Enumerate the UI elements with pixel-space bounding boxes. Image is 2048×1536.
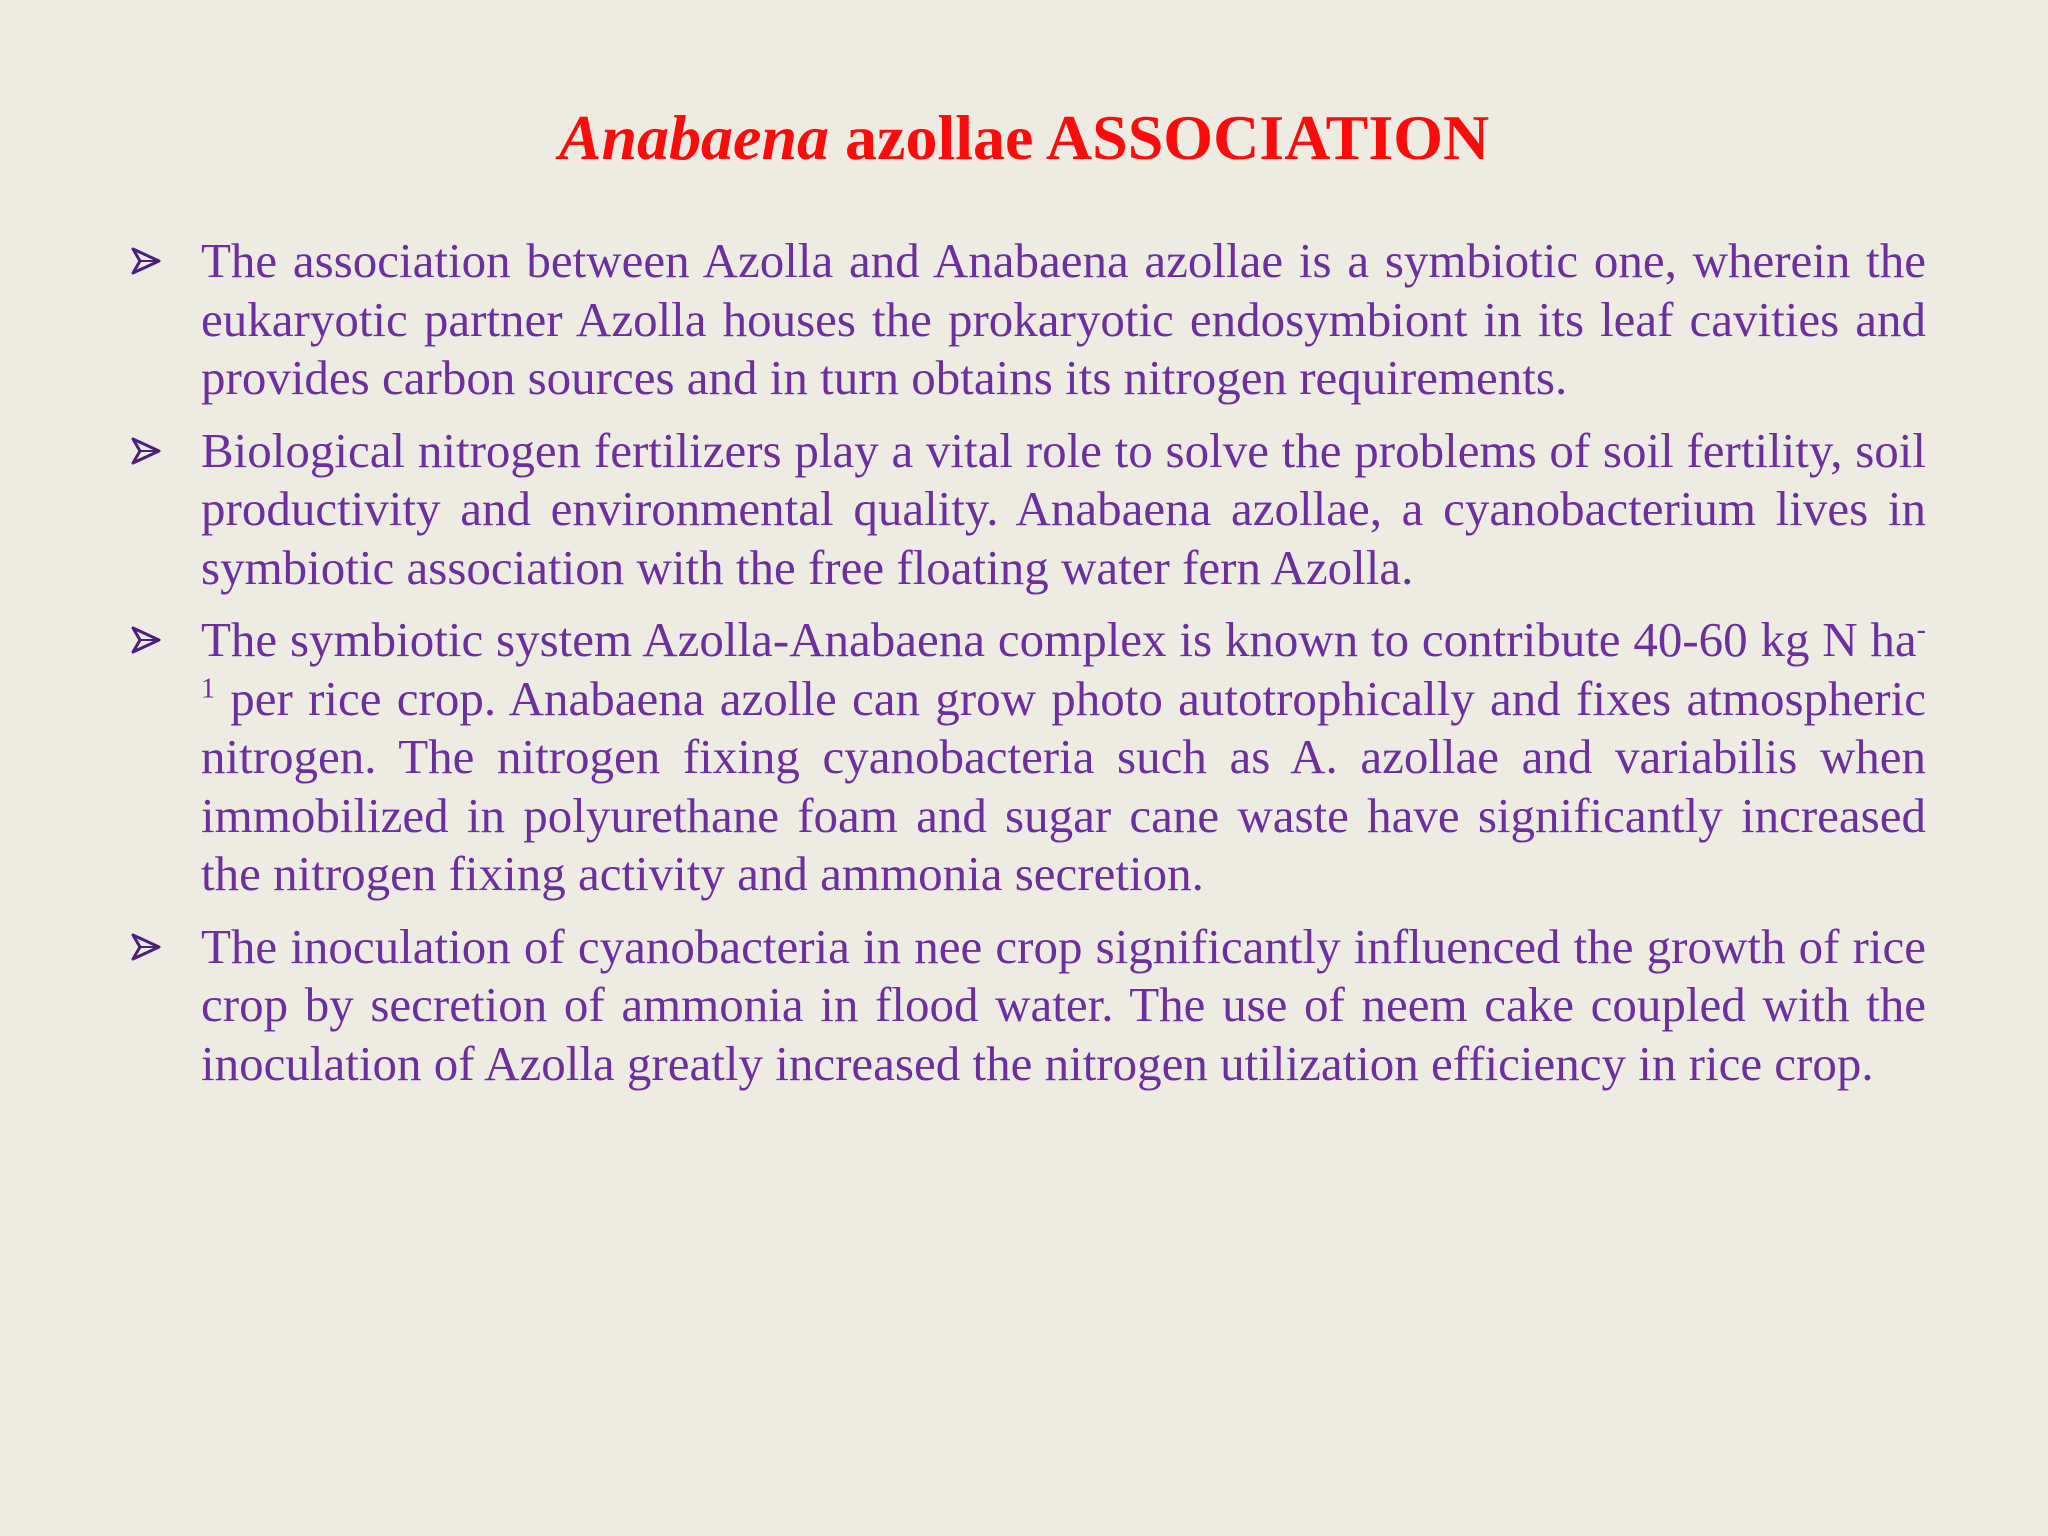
- arrowhead-bullet-icon: [126, 918, 166, 976]
- arrowhead-bullet-icon: [126, 611, 166, 669]
- bullet-item: [126, 422, 1926, 598]
- bullet-item: [126, 232, 1926, 408]
- bullet-item: [126, 918, 1926, 1094]
- arrowhead-bullet-icon: [126, 422, 166, 480]
- slide-title: [0, 98, 2048, 178]
- superscript: -1: [201, 614, 1926, 705]
- bullet-text-before-superscript: The symbiotic system Azolla-Anabaena complex is known to contribute 40-60 kg N ha: [201, 612, 1917, 667]
- bullet-item: [126, 611, 1926, 904]
- bullet-text: The association between Azolla and Anabaena azollae is a symbiotic one, wherein the eukaryotic partner Azolla houses the prokaryotic endosymbiont in its leaf cavities and provides carbon sources and in turn obtains its nitrogen requirements.: [201, 233, 1926, 405]
- slide-title-rest: azollae ASSOCIATION: [829, 102, 1490, 173]
- arrowhead-bullet-icon: [126, 232, 166, 290]
- bullet-list: [126, 232, 1926, 1107]
- bullet-text: Biological nitrogen fertilizers play a vital role to solve the problems of soil fertility, soil productivity and environmental quality. Anabaena azollae, a cyanobacterium lives in symbiotic association with the free floating water fern Azolla.: [201, 422, 1926, 595]
- bullet-text: The inoculation of cyanobacteria in nee crop significantly influenced the growth of rice crop by secretion of ammonia in flood water. The use of neem cake coupled with the inoculation of Azolla greatly increased the nitrogen utilization efficiency in rice crop.: [201, 918, 1926, 1091]
- slide-title-italic: Anabaena: [558, 102, 830, 173]
- bullet-text-after-superscript: per rice crop. Anabaena azolle can grow photo autotrophically and fixes atmospheric nitrogen. The nitrogen fixing cyanobacteria such as A. azollae and variabilis when immobilized in polyurethane foam and sugar cane waste have significantly increased the nitrogen fixing activity and ammonia secretion.: [201, 670, 1926, 901]
